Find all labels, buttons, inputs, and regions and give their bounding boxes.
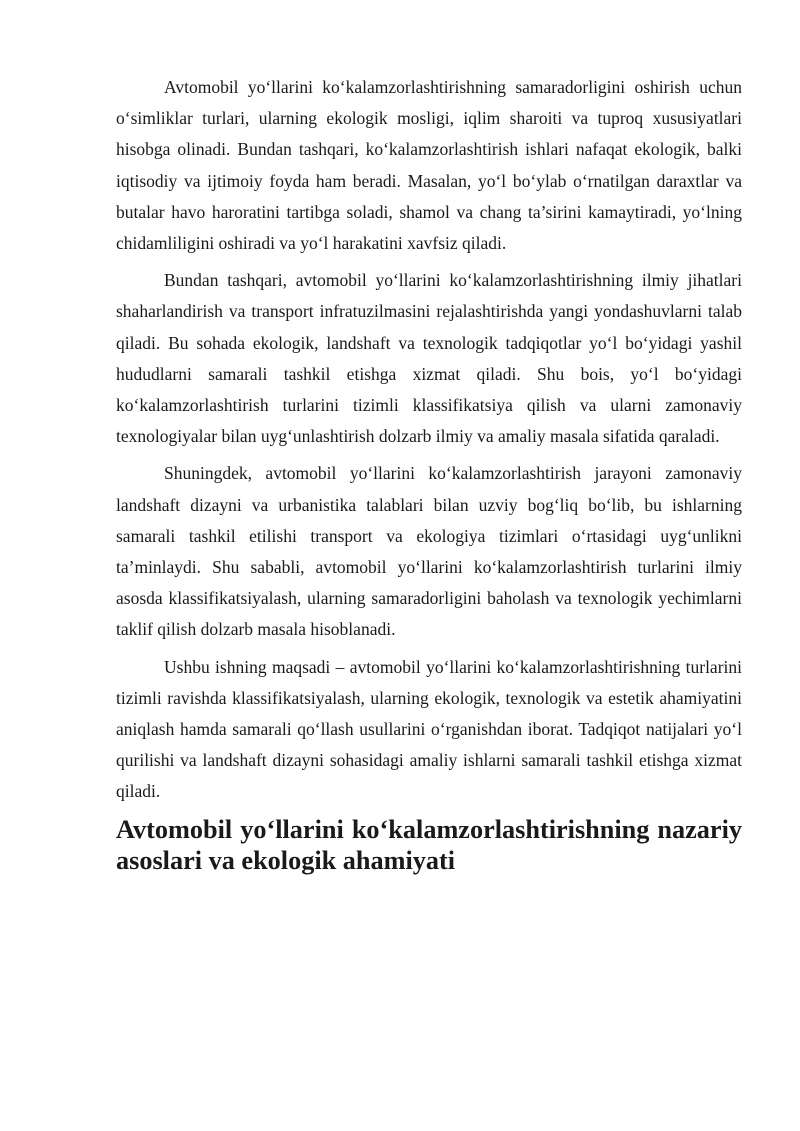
section-heading: Avtomobil yo‘llarini ko‘kalamzorlashtirishning nazariy asoslari va ekologik ahamiyati (116, 814, 742, 875)
paragraph-2: Bundan tashqari, avtomobil yo‘llarini ko‘kalamzorlashtirishning ilmiy jihatlari shaharlandirish va transport infratuzilmasini rejalashtirishda yangi yondashuvlarni talab qiladi. Bu sohada ekologik, landshaft va texnologik tadqiqotlar yo‘l bo‘yidagi yashil hududlarni samarali tashkil etishga xizmat qiladi. Shu bois, yo‘l bo‘yidagi ko‘kalamzorlashtirish turlarini tizimli klassifikatsiya qilish va ularni zamonaviy texnologiyalar bilan uyg‘unlashtirish dolzarb ilmiy va amaliy masala sifatida qaraladi. (116, 270, 742, 447)
paragraph-4: Ushbu ishning maqsadi – avtomobil yo‘llarini ko‘kalamzorlashtirishning turlarini tizimli ravishda klassifikatsiyalash, ularning ekologik, texnologik va estetik ahamiyatini aniqlash hamda samarali qo‘llash usullarini o‘rganishdan iborat. Tadqiqot natijalari yo‘l qurilishi va landshaft dizayni sohasidagi amaliy ishlarni samarali tashkil etishga xizmat qiladi. (116, 656, 742, 802)
paragraph-1: Avtomobil yo‘llarini ko‘kalamzorlashtirishning samaradorligini oshirish uchun o‘simliklar turlari, ularning ekologik mosligi, iqlim sharoiti va tuproq xususiyatlari hisobga olinadi. Bundan tashqari, ko‘kalamzorlashtirish ishlari nafaqat ekologik, balki iqtisodiy va ijtimoiy foyda ham beradi. Masalan, yo‘l bo‘ylab o‘rnatilgan daraxtlar va butalar havo haroratini tartibga soladi, shamol va chang ta’sirini kamaytiradi, yo‘lning chidamliligini oshiradi va yo‘l harakatini xavfsiz qiladi. (116, 77, 742, 254)
document-body (116, 72, 742, 876)
paragraph-3: Shuningdek, avtomobil yo‘llarini ko‘kalamzorlashtirish jarayoni zamonaviy landshaft dizayni va urbanistika talablari bilan uzviy bog‘liq bo‘lib, bu ishlarning samarali tashkil etilishi transport va ekologiya tizimlari o‘rtasidagi uyg‘unlikni ta’minlaydi. Shu sababli, avtomobil yo‘llarini ko‘kalamzorlashtirish turlarini ilmiy asosda klassifikatsiyalash, ularning samaradorligini baholash va texnologik yechimlarni taklif qilish dolzarb masala hisoblanadi. (116, 463, 742, 640)
